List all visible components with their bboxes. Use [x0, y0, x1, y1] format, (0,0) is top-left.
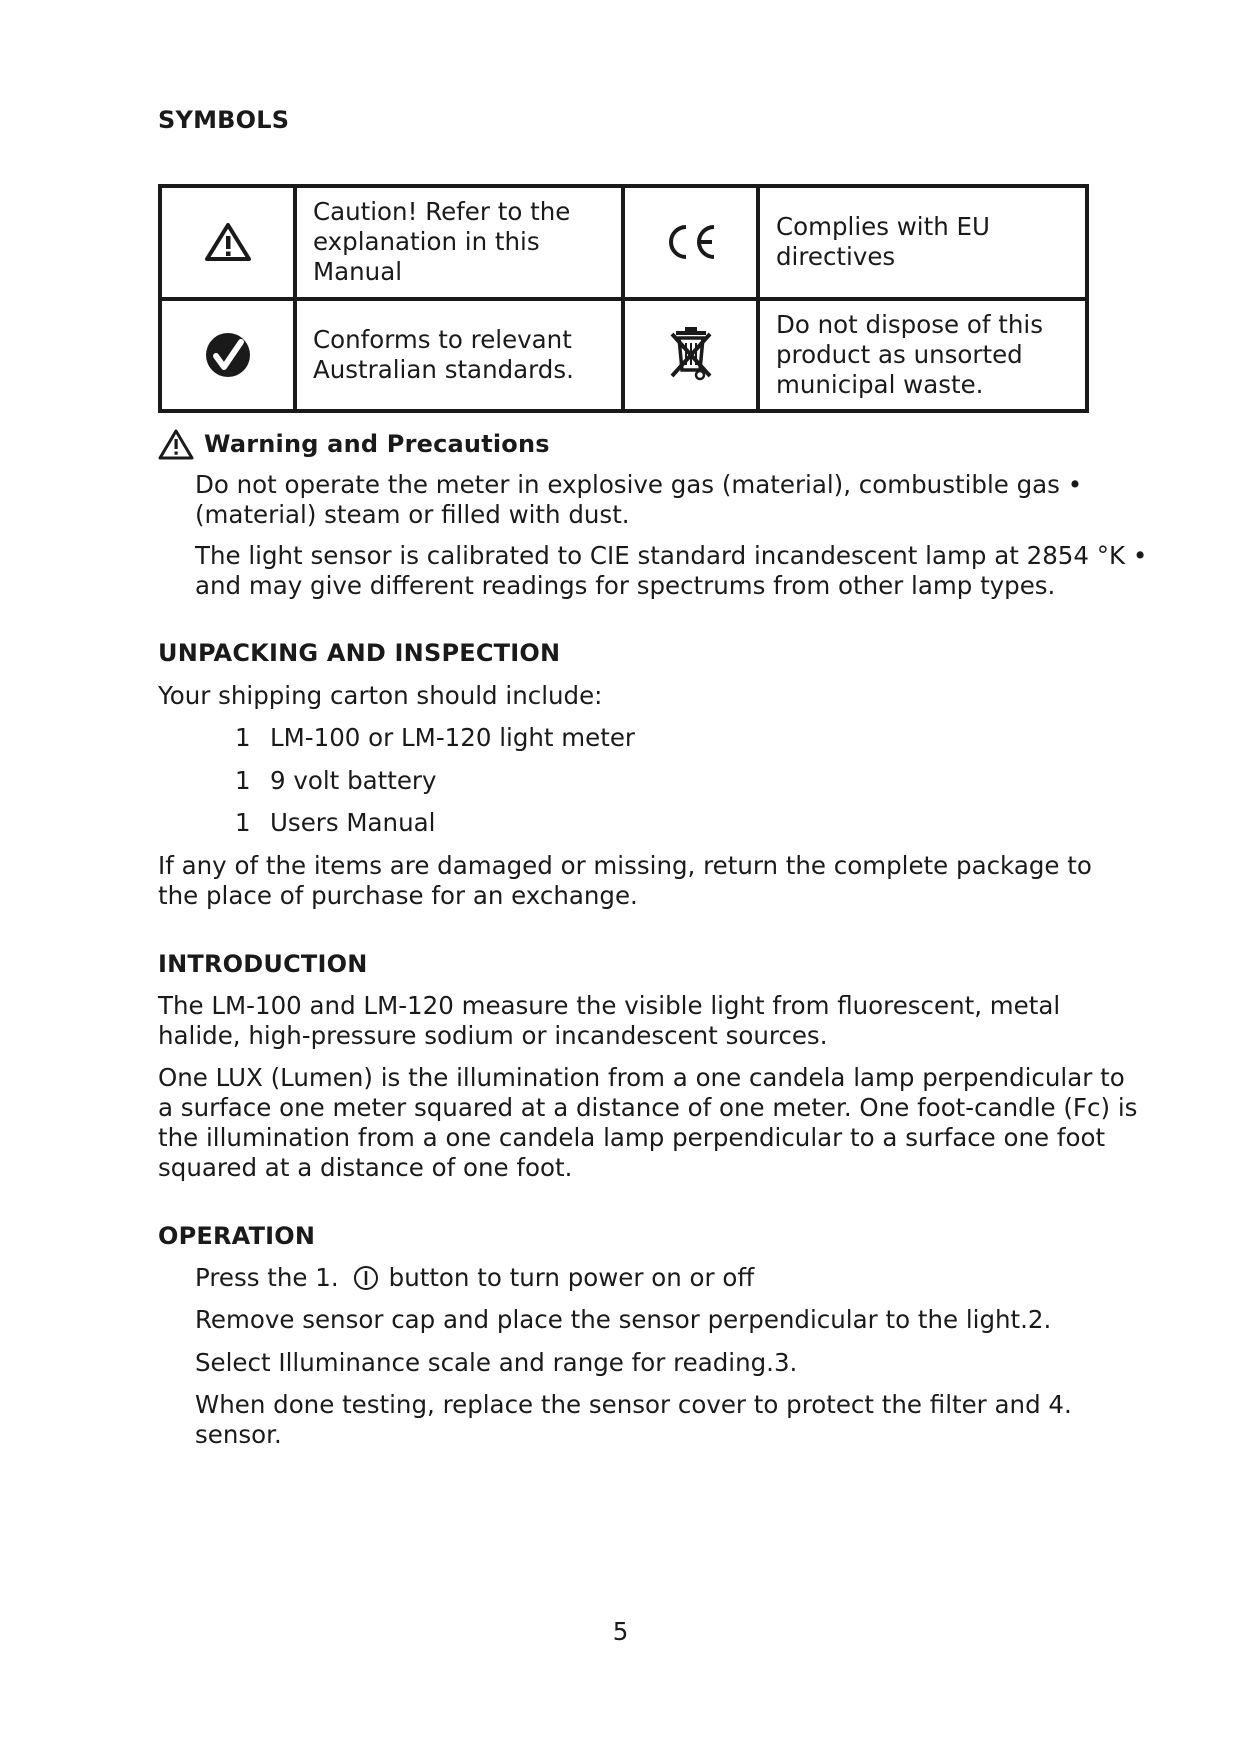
text-line: Caution! Refer to the	[313, 197, 571, 227]
introduction-paragraph	[158, 1063, 1158, 1183]
ce-cell	[623, 186, 758, 299]
symbols-table	[158, 184, 1089, 413]
warning-heading: Warning and Precautions	[204, 430, 550, 458]
warning-item	[195, 541, 1195, 601]
item-qty: 1	[235, 766, 251, 795]
text-line: halide, high-pressure sodium or incandescent sources.	[158, 1021, 828, 1050]
warning-item	[195, 470, 1195, 530]
text-line: The LM-100 and LM-120 measure the visible light from fluorescent, metal	[158, 991, 1061, 1020]
caution-description	[295, 186, 623, 299]
list-item	[235, 808, 436, 838]
page-number: 5	[612, 1617, 629, 1646]
ce-description	[758, 186, 1087, 299]
text-line: Complies with EU	[776, 212, 990, 242]
operation-step: Remove sensor cap and place the sensor perpendicular to the light.2.	[195, 1305, 1052, 1334]
operation-step: Select Illuminance scale and range for reading.3.	[195, 1348, 798, 1377]
weee-cell	[623, 299, 758, 412]
caution-triangle-icon	[205, 222, 251, 262]
warning-triangle-icon	[158, 429, 194, 460]
power-button-icon	[353, 1265, 379, 1291]
unpacking-heading: UNPACKING AND INSPECTION	[158, 639, 561, 667]
text-line: (material) steam or filled with dust.	[195, 500, 630, 529]
unpacking-note	[158, 851, 1158, 911]
text-line: a surface one meter squared at a distance of one meter. One foot-candle (Fc) is	[158, 1093, 1138, 1122]
text-line: Conforms to relevant	[313, 324, 572, 354]
text-line: Do not operate the meter in explosive gas (material), combustible gas •	[195, 470, 1083, 499]
rcm-description	[295, 299, 623, 412]
crossed-bin-icon	[669, 326, 713, 384]
list-item	[235, 723, 635, 753]
operation-step	[195, 1390, 1095, 1450]
text-line: squared at a distance of one foot.	[158, 1153, 573, 1182]
ce-mark-icon	[664, 222, 718, 262]
unpacking-intro: Your shipping carton should include:	[158, 681, 603, 710]
text-line: the place of purchase for an exchange.	[158, 881, 638, 910]
text-line: the illumination from a one candela lamp perpendicular to a surface one foot	[158, 1123, 1106, 1152]
text-line: When done testing, replace the sensor cover to protect the filter and 4.	[195, 1390, 1072, 1419]
introduction-paragraph	[158, 991, 1158, 1051]
text-line: sensor.	[195, 1420, 282, 1449]
text-line: and may give different readings for spectrums from other lamp types.	[195, 571, 1056, 600]
text-line: municipal waste.	[776, 369, 984, 399]
operation-heading: OPERATION	[158, 1222, 316, 1250]
item-label: 9 volt battery	[270, 766, 437, 795]
warning-heading-row	[158, 428, 550, 460]
text-line: If any of the items are damaged or missing, return the complete package to	[158, 851, 1092, 880]
text-line: Manual	[313, 257, 403, 287]
item-qty: 1	[235, 723, 251, 752]
symbols-heading: SYMBOLS	[158, 106, 290, 134]
item-label: LM-100 or LM-120 light meter	[270, 723, 635, 752]
text-line: explanation in this	[313, 227, 540, 257]
rcm-cell	[160, 299, 295, 412]
weee-description	[758, 299, 1087, 412]
text-line: Do not dispose of this	[776, 309, 1043, 339]
text-line: One LUX (Lumen) is the illumination from a one candela lamp perpendicular to	[158, 1063, 1125, 1092]
step-text: Press the 1.	[195, 1263, 339, 1292]
text-line: Australian standards.	[313, 354, 574, 384]
item-qty: 1	[235, 808, 251, 837]
symbols-row	[160, 299, 1087, 412]
text-line: product as unsorted	[776, 339, 1023, 369]
text-line: directives	[776, 242, 896, 272]
caution-cell	[160, 186, 295, 299]
text-line: The light sensor is calibrated to CIE standard incandescent lamp at 2854 °K •	[195, 541, 1148, 570]
introduction-heading: INTRODUCTION	[158, 950, 368, 978]
list-item	[235, 766, 437, 796]
item-label: Users Manual	[270, 808, 436, 837]
rcm-check-icon	[205, 332, 251, 378]
symbols-row	[160, 186, 1087, 299]
operation-step	[195, 1263, 1095, 1293]
step-text: button to turn power on or off	[388, 1263, 755, 1292]
